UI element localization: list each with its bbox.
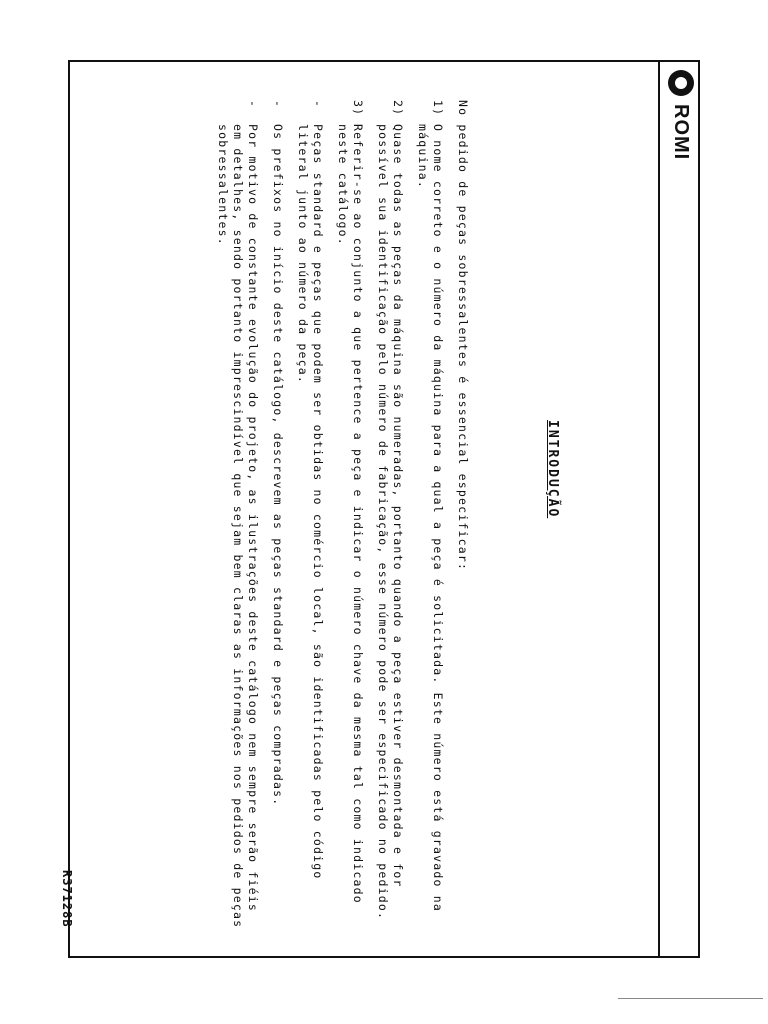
document-body bbox=[205, 100, 470, 930]
document-code-text: R37128B bbox=[60, 870, 74, 928]
document-code bbox=[58, 870, 78, 990]
list-item bbox=[415, 100, 445, 930]
scan-artifact-line bbox=[618, 998, 763, 999]
list-item bbox=[270, 100, 285, 930]
list-item bbox=[335, 100, 365, 930]
list-item-text: Os prefixos no início deste catálogo, descrevem as peças standard e peças compradas. bbox=[271, 124, 285, 807]
list-marker: - bbox=[271, 100, 285, 109]
rotated-page-content bbox=[68, 60, 700, 958]
list-marker: 1) bbox=[431, 100, 445, 117]
document-title: INTRODUÇÃO bbox=[545, 420, 560, 519]
list-marker: - bbox=[246, 100, 260, 109]
list-item bbox=[375, 100, 405, 930]
brand-name: ROMI bbox=[670, 104, 693, 161]
list-marker: 3) bbox=[351, 100, 365, 117]
romi-logo-icon bbox=[668, 70, 694, 96]
list-item-text: Referir-se ao conjunto a que pertence a peça e indicar o número chave da mesma tal como indicado neste catálogo. bbox=[336, 124, 365, 904]
list-item-text: Por motivo de constante evolução do projeto, as ilustrações deste catálogo nem sempre serão fiéis em detalhes, sendo portanto imprescindível que sejam bem claras as informações nos pedidos de peças sobressalentes. bbox=[216, 124, 260, 929]
list-item-text: O nome correto e o número da máquina para a qual a peça é solicitada. Este número está gravado na máquina. bbox=[416, 124, 445, 912]
intro-paragraph: No pedido de peças sobressalentes é essencial especificar: bbox=[456, 100, 470, 572]
list-item-text: Peças standard e peças que podem ser obtidas no comércio local, são identificadas pelo código literal junto ao número da peça. bbox=[296, 124, 325, 880]
list-item bbox=[295, 100, 325, 930]
list-item bbox=[215, 100, 260, 930]
list-marker: - bbox=[311, 100, 325, 109]
list-item-text: Quase todas as peças da máquina são numeradas, portanto quando a peça estiver desmontada e for possível sua identificação pelo número de fabricação, esse número pode ser especificado no pedido. bbox=[376, 124, 405, 921]
brand-logo bbox=[668, 70, 694, 160]
list-marker: 2) bbox=[391, 100, 405, 117]
